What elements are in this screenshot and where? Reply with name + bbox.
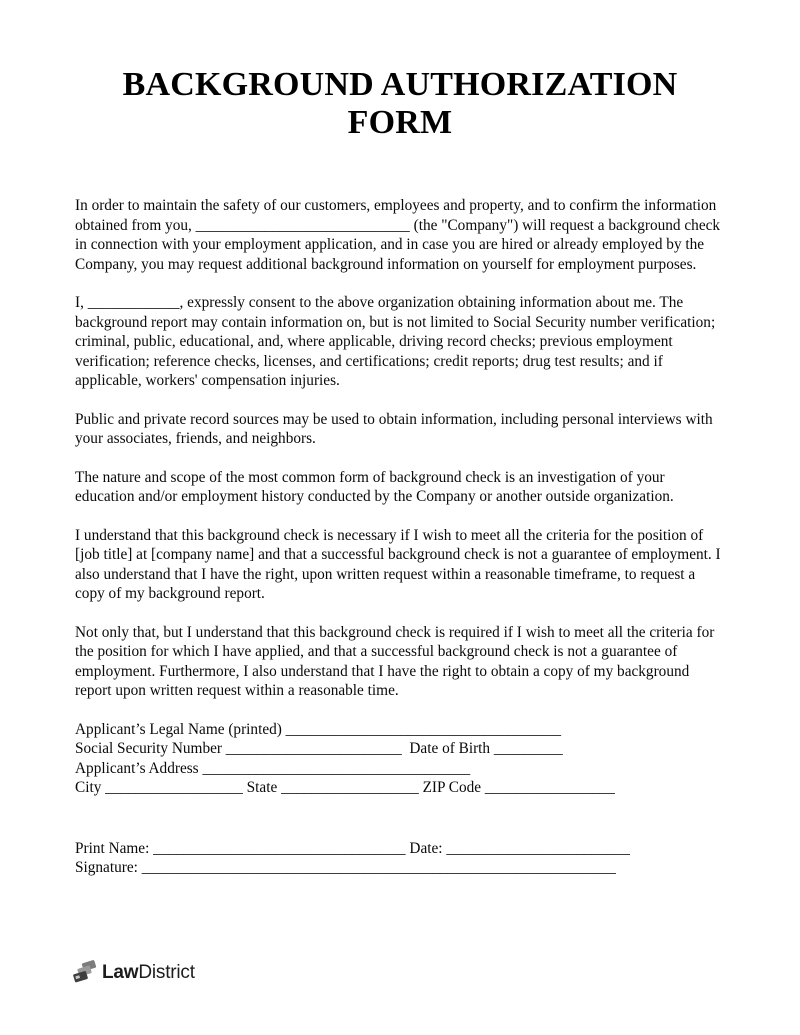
page-title: BACKGROUND AUTHORIZATION FORM (122, 66, 678, 141)
logo-wordmark (102, 963, 195, 982)
lawdistrict-logo (73, 960, 195, 985)
field-line-address: Applicant’s Address ___________________________________ (75, 759, 471, 777)
applicant-fields-section (75, 720, 725, 798)
print-name-date-line: Print Name: _________________________________ Date: ________________________ (75, 839, 630, 857)
acknowledgment-paragraph: Not only that, but I understand that this background check is required if I wish to meet all the criteria for the position for which I have applied, and that a successful background check is not a guarantee of employment. Furthermore, I also understand that I have the right to obtain a copy of my background report upon written request within a reasonable time. (75, 623, 715, 699)
nature-scope-paragraph: The nature and scope of the most common form of background check is an investigation of your education and/or employment history conducted by the Company or another outside organization. (75, 468, 674, 505)
field-line-city-state-zip: City __________________ State __________________ ZIP Code _________________ (75, 779, 615, 796)
signature-line: Signature: ______________________________________________________________ (75, 859, 616, 876)
field-line-legal-name: Applicant’s Legal Name (printed) ____________________________________ (75, 720, 562, 738)
logo-word-law: Law (102, 962, 139, 983)
intro-paragraph: In order to maintain the safety of our customers, employees and property, and to confirm the information obtained from you, ____________________________ (the "Company") will request a background check in connection with your employment application, and in case you are hired or already employed by the Company, you may request additional background information on yourself for employment purposes. (75, 197, 721, 273)
consent-paragraph: I, ____________, expressly consent to the above organization obtaining information about me. The background report may contain information on, but is not limited to Social Security number verification; criminal, public, educational, and, where applicable, driving record checks; previous employment verification; reference checks, licenses, and certifications; credit reports; drug test results; and if applicable, workers' compensation injuries. (75, 294, 716, 389)
layered-cards-icon (73, 960, 97, 985)
field-line-ssn-dob: Social Security Number _______________________ Date of Birth _________ (75, 740, 563, 757)
record-sources-paragraph: Public and private record sources may be used to obtain information, including personal interviews with your associates, friends, and neighbors. (75, 410, 713, 447)
understanding-paragraph: I understand that this background check is necessary if I wish to meet all the criteria for the position of [job title] at [company name] and that a successful background check is not a guarantee of employment. I also understand that I have the right, upon written request within a reasonable timeframe, to request a copy of my background report. (75, 526, 721, 602)
signature-section (75, 839, 725, 878)
logo-word-district: District (138, 962, 195, 983)
